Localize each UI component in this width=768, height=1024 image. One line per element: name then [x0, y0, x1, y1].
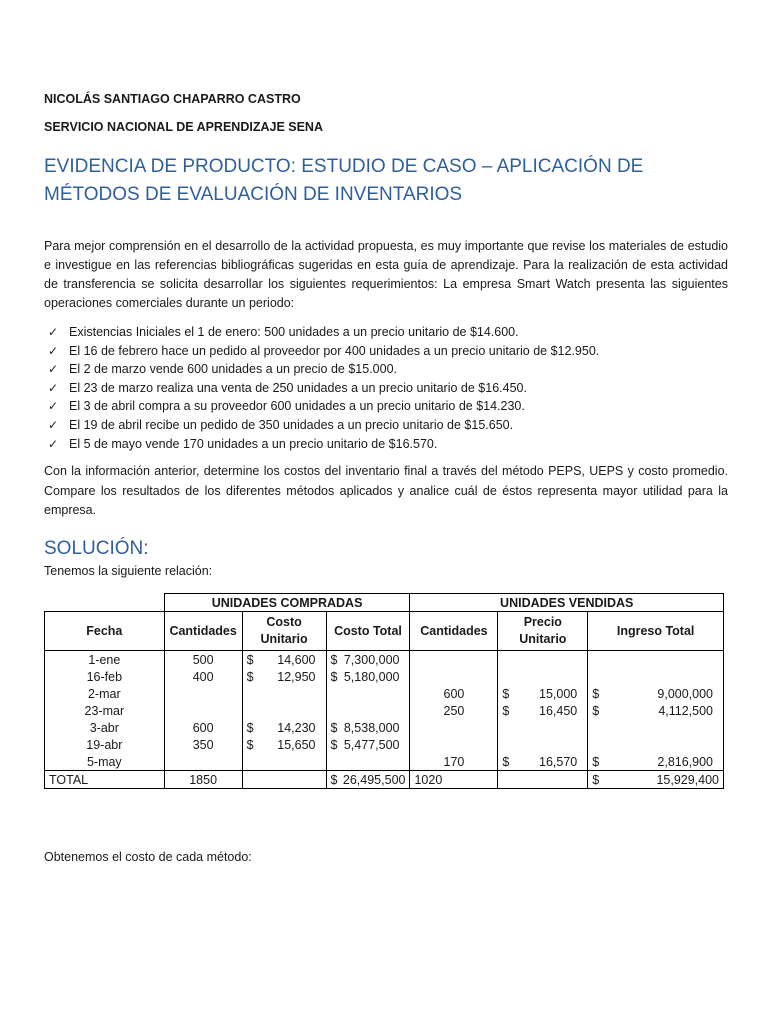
table-row: [45, 685, 724, 702]
table-row: [45, 719, 724, 736]
total-income-cell-value: 9,000,000: [657, 686, 713, 701]
total-income-cell-value: 2,816,900: [657, 754, 713, 769]
solution-heading: SOLUCIÓN:: [44, 538, 149, 559]
list-item: ✓ El 2 de marzo vende 600 unidades a un precio de $15.000.: [44, 360, 599, 379]
table-row: [45, 753, 724, 771]
intro-paragraph: Para mejor comprensión en el desarrollo de la actividad propuesta, es muy importante que revise los materiales de estudio e investigue en las referencias bibliográficas sugeridas en esta guía de aprendizaje. Para la realización de esta actividad de transferencia se solicita desarrollar los siguientes requerimientos: La empresa Smart Watch presenta las siguientes operaciones comerciales durante un periodo:: [44, 239, 728, 310]
unit-cost-cell: [242, 702, 326, 719]
unit-price-cell: [498, 668, 588, 685]
total-income-cell: [588, 685, 724, 702]
unit-cost-cell-value: 15,650: [277, 737, 316, 752]
unit-price-cell-value: 16,570: [539, 754, 578, 769]
checkmark-icon: ✓: [48, 399, 59, 414]
list-item: ✓ El 16 de febrero hace un pedido al proveedor por 400 unidades a un precio unitario de $12.950.: [44, 342, 599, 361]
blank-header-cell: [45, 594, 165, 612]
column-header-unit-cost: Costo Unitario: [242, 612, 326, 651]
unit-cost-cell-value: 12,950: [277, 669, 316, 684]
unit-price-cell: [498, 651, 588, 669]
currency-symbol: $: [592, 772, 600, 787]
total-cost-cell-value: 7,300,000: [343, 652, 400, 667]
currency-symbol: $: [246, 720, 254, 735]
document-title: EVIDENCIA DE PRODUCTO: ESTUDIO DE CASO – APLICACIÓN DE MÉTODOS DE EVALUACIÓN DE INVENTARIOS: [44, 156, 644, 205]
table-row: [45, 736, 724, 753]
checkmark-icon: ✓: [48, 380, 59, 395]
total-cost-cell-value: 5,180,000: [343, 669, 400, 684]
total-cost-cell: [326, 702, 410, 719]
total-label: TOTAL: [45, 771, 165, 789]
column-header-total-cost: Costo Total: [326, 612, 410, 651]
qty-out-cell: 250: [410, 702, 498, 719]
column-header-total-income: Ingreso Total: [588, 612, 724, 651]
currency-symbol: $: [330, 669, 338, 684]
total-cost-cell: [326, 753, 410, 771]
date-cell: 23-mar: [45, 702, 165, 719]
qty-out-cell: [410, 651, 498, 669]
unit-price-cell: [498, 753, 588, 771]
institution-name: SERVICIO NACIONAL DE APRENDIZAJE SENA: [44, 120, 323, 134]
column-header-unit-price: Precio Unitario: [498, 612, 588, 651]
total-cost-cell-value: 5,477,500: [343, 737, 400, 752]
table-row: [45, 651, 724, 669]
qty-out-cell: [410, 668, 498, 685]
currency-symbol: $: [246, 652, 254, 667]
total-cost-cell: [326, 668, 410, 685]
total-qty-in: 1850: [164, 771, 242, 789]
currency-symbol: $: [330, 772, 338, 787]
qty-out-cell: [410, 719, 498, 736]
requirements-list: [44, 323, 599, 453]
checkmark-icon: ✓: [48, 436, 59, 451]
author-name: NICOLÁS SANTIAGO CHAPARRO CASTRO: [44, 92, 301, 106]
checkmark-icon: ✓: [48, 325, 59, 339]
table-header-row: [45, 612, 724, 651]
unit-price-cell-value: 15,000: [539, 686, 578, 701]
unit-cost-cell: [242, 753, 326, 771]
sold-units-header: UNIDADES VENDIDAS: [410, 594, 724, 612]
qty-out-cell: 600: [410, 685, 498, 702]
qty-in-cell: [164, 685, 242, 702]
table-body: [45, 651, 724, 771]
qty-in-cell: [164, 702, 242, 719]
total-cost-cell: [326, 651, 410, 669]
total-cost-cell-value: 8,538,000: [343, 720, 400, 735]
currency-symbol: $: [502, 754, 510, 769]
total-income-cell: [588, 702, 724, 719]
total-income-cell: [588, 753, 724, 771]
total-income-cell: [588, 668, 724, 685]
costs-text: Obtenemos el costo de cada método:: [44, 850, 252, 864]
qty-in-cell: [164, 753, 242, 771]
currency-symbol: $: [246, 669, 254, 684]
currency-symbol: $: [592, 754, 600, 769]
total-unit-price-cell: [498, 771, 588, 789]
currency-symbol: $: [330, 737, 338, 752]
date-cell: 16-feb: [45, 668, 165, 685]
list-item: ✓ El 23 de marzo realiza una venta de 250 unidades a un precio unitario de $16.450.: [44, 379, 599, 398]
total-income-cell-value: 4,112,500: [658, 703, 713, 718]
checkmark-icon: ✓: [48, 343, 59, 358]
currency-symbol: $: [592, 686, 600, 701]
total-income-cell: [588, 651, 724, 669]
currency-symbol: $: [246, 737, 254, 752]
inventory-table: [44, 593, 724, 789]
list-item: ✓ Existencias Iniciales el 1 de enero: 500 unidades a un precio unitario de $14.600.: [44, 323, 599, 342]
column-header-qty-out: Cantidades: [410, 612, 498, 651]
currency-symbol: $: [592, 703, 600, 718]
qty-in-cell: 500: [164, 651, 242, 669]
unit-cost-cell: [242, 651, 326, 669]
table-total-row: [45, 771, 724, 789]
total-income-value: 15,929,400: [656, 772, 719, 787]
total-cost-cell: [326, 736, 410, 753]
table-group-header-row: [45, 594, 724, 612]
column-header-date: Fecha: [45, 612, 165, 651]
relation-text: Tenemos la siguiente relación:: [44, 564, 213, 578]
total-cost-cell: [326, 771, 410, 789]
date-cell: 5-may: [45, 753, 165, 771]
list-item: ✓ El 5 de mayo vende 170 unidades a un precio unitario de $16.570.: [44, 435, 599, 454]
qty-in-cell: 350: [164, 736, 242, 753]
date-cell: 3-abr: [45, 719, 165, 736]
checkmark-icon: ✓: [48, 362, 59, 377]
list-item: ✓ El 3 de abril compra a su proveedor 600 unidades a un precio unitario de $14.230.: [44, 397, 599, 416]
total-qty-out: 1020: [410, 771, 498, 789]
unit-cost-cell: [242, 668, 326, 685]
table-row: [45, 668, 724, 685]
total-unit-cost-cell: [242, 771, 326, 789]
date-cell: 1-ene: [45, 651, 165, 669]
unit-cost-cell: [242, 719, 326, 736]
total-income-cell: [588, 736, 724, 753]
checkmark-icon: ✓: [48, 417, 59, 432]
qty-out-cell: 170: [410, 753, 498, 771]
unit-price-cell: [498, 685, 588, 702]
unit-price-cell: [498, 736, 588, 753]
currency-symbol: $: [330, 720, 338, 735]
task-paragraph: Con la información anterior, determine los costos del inventario final a través del método PEPS, UEPS y costo promedio. Compare los resultados de los diferentes métodos aplicados y analice cuál de éstos representa mayor utilidad para la empresa.: [44, 464, 728, 517]
unit-cost-cell-value: 14,600: [277, 652, 316, 667]
total-cost-cell: [326, 685, 410, 702]
unit-price-cell-value: 16,450: [539, 703, 578, 718]
unit-cost-cell-value: 14,230: [277, 720, 316, 735]
date-cell: 2-mar: [45, 685, 165, 702]
unit-price-cell: [498, 702, 588, 719]
column-header-qty-in: Cantidades: [164, 612, 242, 651]
total-cost-cell: [326, 719, 410, 736]
date-cell: 19-abr: [45, 736, 165, 753]
qty-out-cell: [410, 736, 498, 753]
purchased-units-header: UNIDADES COMPRADAS: [164, 594, 410, 612]
unit-cost-cell: [242, 736, 326, 753]
table-row: [45, 702, 724, 719]
qty-in-cell: 400: [164, 668, 242, 685]
total-cost-value: 26,495,500: [342, 772, 406, 787]
currency-symbol: $: [502, 686, 510, 701]
list-item: ✓ El 19 de abril recibe un pedido de 350 unidades a un precio unitario de $15.650.: [44, 416, 599, 435]
qty-in-cell: 600: [164, 719, 242, 736]
currency-symbol: $: [502, 703, 510, 718]
unit-price-cell: [498, 719, 588, 736]
total-income-cell: [588, 771, 724, 789]
total-income-cell: [588, 719, 724, 736]
currency-symbol: $: [330, 652, 338, 667]
unit-cost-cell: [242, 685, 326, 702]
